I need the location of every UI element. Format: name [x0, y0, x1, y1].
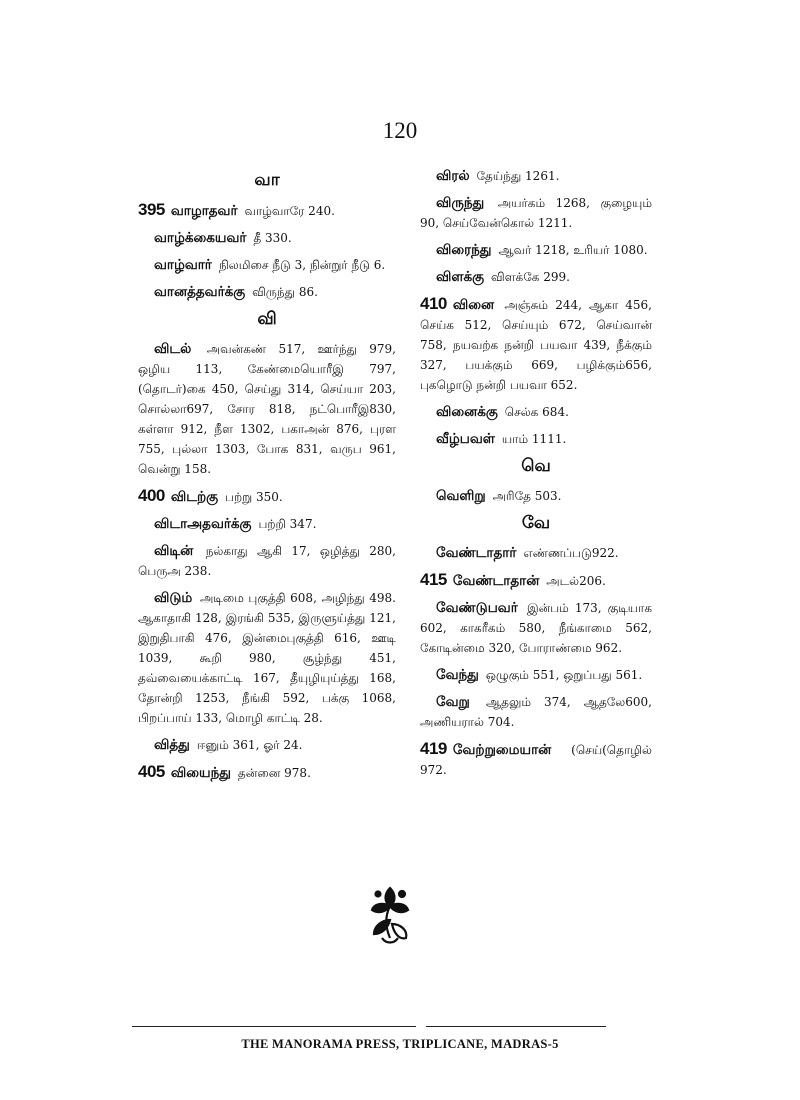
entry-number: 405 — [138, 762, 165, 781]
section-heading: வே — [521, 513, 551, 533]
entry-headword: வெளிறு — [436, 488, 486, 504]
entry-references: வாழ்வாரே 240. — [244, 204, 335, 218]
index-entry — [138, 486, 396, 507]
entry-headword: விடின் — [154, 543, 194, 559]
index-entry — [420, 739, 652, 780]
section-heading: வெ — [521, 456, 551, 476]
entry-headword: விடல் — [154, 341, 192, 357]
index-entry — [420, 486, 652, 506]
index-entry — [420, 193, 652, 233]
entry-references: ஈனும் 361, ஓர் 24. — [196, 738, 303, 752]
entry-headword: வானத்தவர்க்கு — [154, 284, 246, 300]
entry-headword: விரைந்து — [436, 242, 492, 258]
index-entry — [138, 200, 396, 221]
entry-references: ஆதலும் 374, ஆதலே600, அணியரால் 704. — [420, 695, 652, 729]
entry-headword: வியைந்து — [170, 765, 231, 781]
entry-headword: வாழ்வார் — [154, 257, 212, 273]
entry-headword: வேந்து — [436, 667, 479, 683]
entry-references: அடிமை புகுத்தி 608, அழிந்து 498. ஆகாதாகி 128, இரங்கி 535, இருளுய்த்து 121, இறுதிபாகி 476, இன்மைபுகுத்தி 616, ஊடி 1039, கூறி 980, சூழ்ந்து 451, தவ்வையைக்காட்டி 167, தீயுழியுய்த்து 168, தோன்றி 1253, நீங்கி 592, பக்கு 1068, பிறப்பாய் 133, மொழி காட்டி 28. — [138, 591, 396, 725]
index-entry — [138, 514, 396, 534]
index-entry — [138, 735, 396, 755]
entry-references: எண்ணப்படு922. — [523, 546, 619, 560]
entry-references: செல்க 684. — [504, 405, 569, 419]
entry-references: ஆவர் 1218, உரியர் 1080. — [498, 243, 648, 257]
page-number: 120 — [382, 118, 418, 143]
index-entry — [420, 543, 652, 563]
entry-headword: வேண்டாதான் — [452, 573, 540, 589]
index-entry — [138, 255, 396, 275]
entry-references: (செய்(தொழில் 972. — [420, 743, 652, 777]
entry-references: அடல்206. — [546, 574, 606, 588]
entry-number: 400 — [138, 486, 165, 505]
section-heading: வா — [254, 170, 280, 190]
entry-number: 419 — [420, 739, 447, 758]
entry-headword: வாழாதவர் — [170, 203, 238, 219]
index-entry — [420, 267, 652, 287]
index-entry — [420, 665, 652, 685]
entry-references: விளக்கே 299. — [491, 270, 570, 284]
entry-headword: வேற்றுமையான் — [452, 742, 552, 758]
entry-references: நிலமிசை நீடு 3, நின்றுர் நீடு 6. — [218, 258, 386, 272]
entry-references: தீ 330. — [253, 231, 292, 245]
floral-ornament-icon — [362, 880, 418, 950]
entry-headword: வேறு — [436, 694, 470, 710]
index-entry — [138, 762, 396, 783]
entry-number: 415 — [420, 570, 447, 589]
entry-references: அயர்கம் 1268, குழையும் 90, செய்வேன்கொல் 1211. — [420, 196, 652, 230]
index-entry — [138, 339, 396, 479]
entry-number: 395 — [138, 200, 165, 219]
entry-references: தன்னை 978. — [237, 766, 311, 780]
entry-references: அரிதே 503. — [492, 489, 562, 503]
entry-references: அவன்கண் 517, ஊர்ந்து 979, ஒழிய 113, கேண்மையொரீஇ 797, (தொடர்)கை 450, செய்து 314, செய்யா 203, சொல்லா697, சோர 818, நட்பொரீஇ830, கள்ளா 912, நீள 1302, பகாஅன் 876, புரள 755, புல்லா 1303, போக 831, வருப 961, வென்று 158. — [138, 342, 396, 476]
right-column — [420, 166, 652, 787]
footer-rule-left — [132, 1026, 416, 1027]
entry-number: 410 — [420, 294, 447, 313]
left-column — [138, 166, 396, 790]
entry-references: தேய்ந்து 1261. — [476, 169, 560, 183]
entry-headword: விடாஅதவர்க்கு — [154, 516, 252, 532]
entry-headword: வேண்டாதார் — [436, 545, 517, 561]
index-entry — [138, 588, 396, 728]
entry-references: விருந்து 86. — [252, 285, 318, 299]
entry-headword: வீழ்பவள் — [436, 431, 495, 447]
entry-headword: விருந்து — [436, 195, 485, 211]
entry-headword: வாழ்க்கையவர் — [154, 230, 247, 246]
index-entry — [420, 692, 652, 732]
index-entry — [138, 282, 396, 302]
entry-headword: விளக்கு — [436, 269, 485, 285]
index-entry — [420, 240, 652, 260]
entry-references: யாம் 1111. — [501, 432, 567, 446]
entry-headword: வேண்டுபவர் — [436, 600, 518, 616]
index-entry — [420, 402, 652, 422]
index-entry — [420, 598, 652, 658]
entry-references: ஒழுகும் 551, ஒறுப்பது 561. — [485, 668, 643, 682]
entry-headword: விடும் — [154, 590, 193, 606]
entry-headword: வினை — [452, 297, 495, 313]
entry-references: இன்பம் 173, குடியாக 602, காகரீகம் 580, நீங்காமை 562, கோடின்மை 320, போராண்மை 962. — [420, 601, 652, 655]
index-entry — [138, 541, 396, 581]
index-entry — [420, 294, 652, 395]
entry-references: பற்று 350. — [225, 490, 283, 504]
printer-footer: THE MANORAMA PRESS, TRIPLICANE, MADRAS-5 — [241, 1037, 559, 1051]
index-entry — [420, 166, 652, 186]
index-entry — [138, 228, 396, 248]
entry-references: நல்காது ஆகி 17, ஒழித்து 280, பெருஅ 238. — [138, 544, 396, 578]
entry-references: அஞ்சும் 244, ஆகா 456, செய்க 512, செய்யும் 672, செய்வான் 758, நயவற்க நன்றி பயவா 439, நீக்கும் 327, பயக்கும் 669, பழிக்கும்656, புகழொடு நன்றி பயவா 652. — [420, 298, 652, 392]
footer-rule-right — [426, 1026, 606, 1027]
index-entry — [420, 429, 652, 449]
index-entry — [420, 570, 652, 591]
entry-headword: விரல் — [436, 168, 470, 184]
section-heading: வி — [257, 309, 277, 329]
entry-headword: வித்து — [154, 737, 190, 753]
entry-references: பற்றி 347. — [258, 517, 317, 531]
entry-headword: வினைக்கு — [436, 404, 498, 420]
entry-headword: விடற்கு — [170, 489, 219, 505]
